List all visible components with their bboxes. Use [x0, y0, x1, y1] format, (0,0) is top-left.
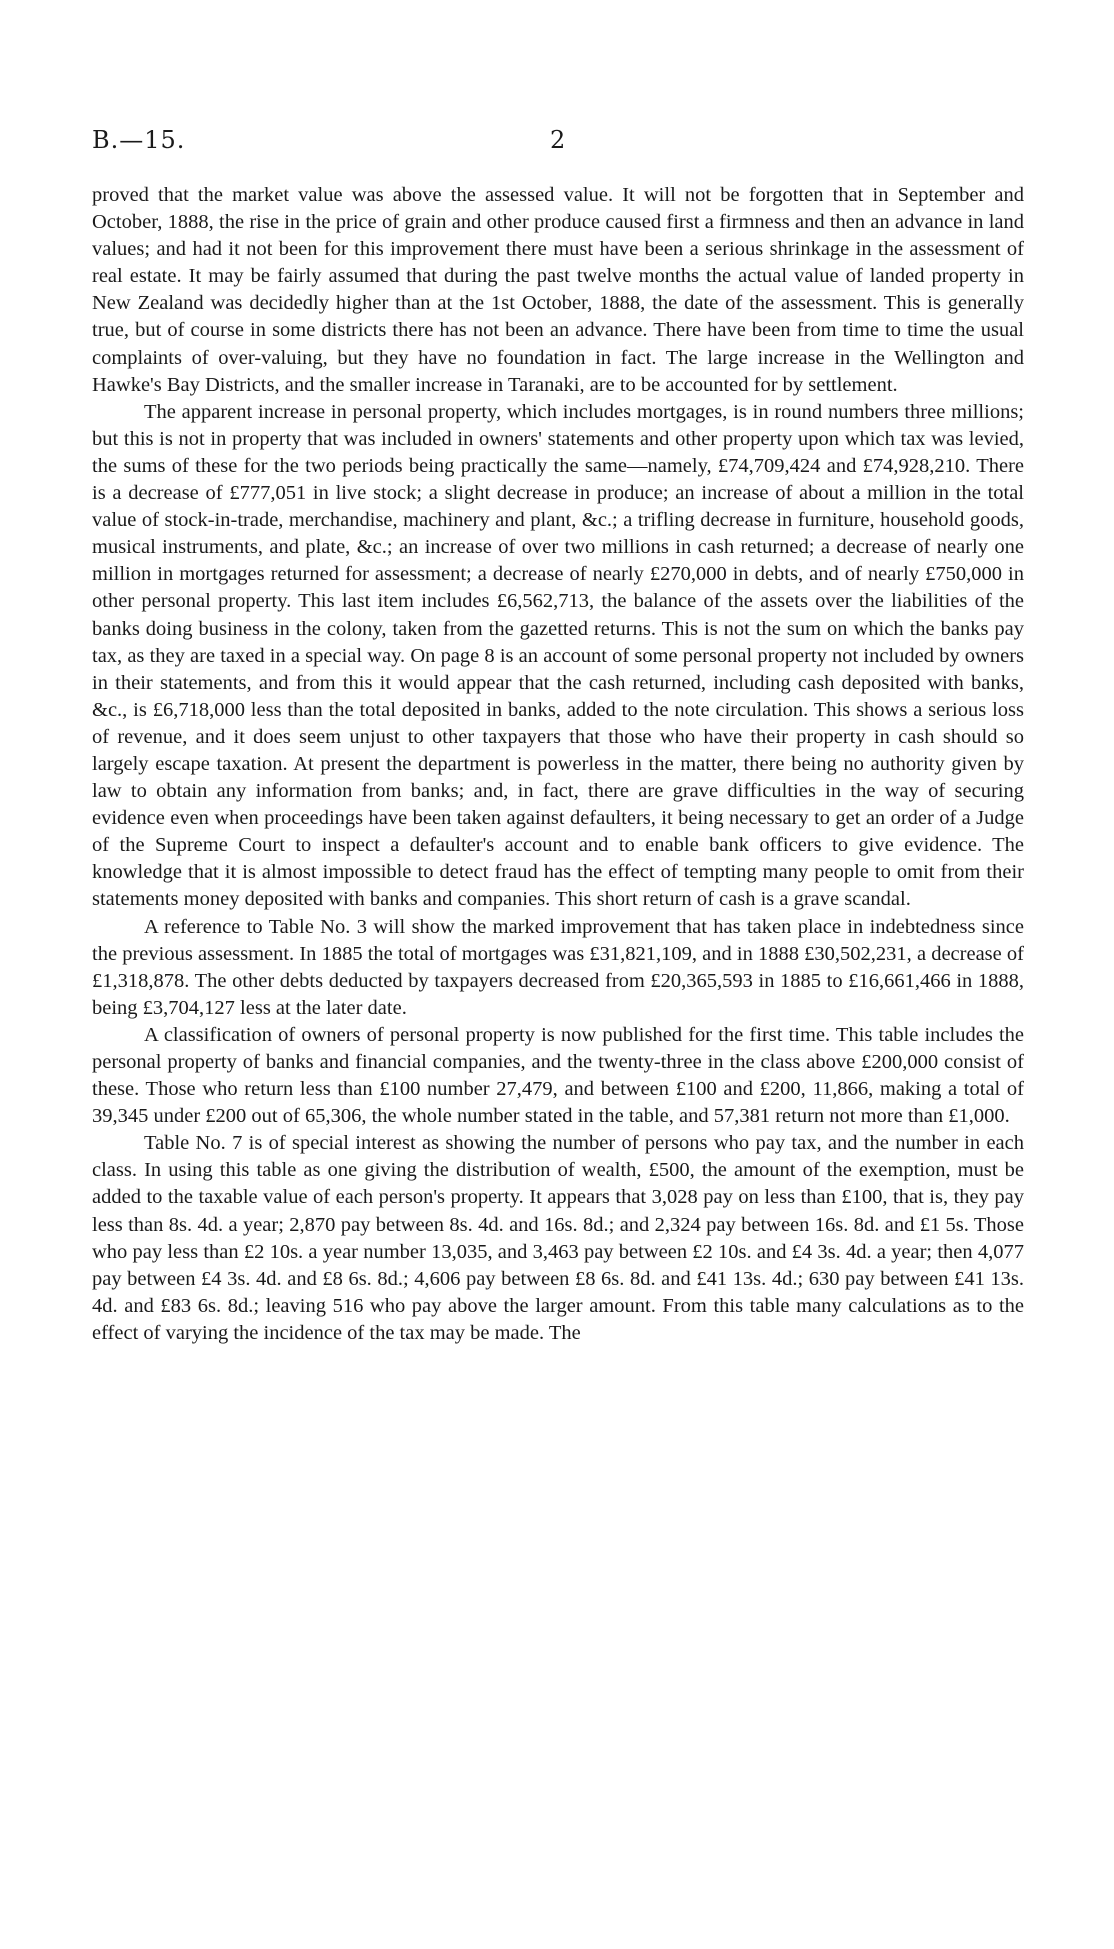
document-reference: B.—15.: [92, 126, 186, 154]
paragraph-continued: proved that the market value was above the assessed value. It will not be forgotten that in September and October, 1888, the rise in the price of grain and other produce caused first a firmness and then an advance in land values; and had it not been for this improvement there must have been a serious shrinkage in the assessment of real estate. It may be fairly assumed that during the past twelve months the actual value of landed property in New Zealand was decidedly higher than at the 1st October, 1888, the date of the assessment. This is generally true, but of course in some districts there has not been an advance. There have been from time to time the usual complaints of over-valuing, but they have no foundation in fact. The large increase in the Wellington and Hawke's Bay Districts, and the smaller increase in Taranaki, are to be accounted for by settlement.: [92, 184, 1024, 396]
body-text: [92, 182, 1024, 1347]
paragraph-personal-property: The apparent increase in personal property, which includes mortgages, is in round numbers three millions; but this is not in property that was included in owners' statements and other property upon which tax was levied, the sums of these for the two periods being practically the same—namely, £74,709,424 and £74,928,210. There is a decrease of £777,051 in live stock; a slight decrease in produce; an increase of about a million in the total value of stock-in-trade, merchandise, machinery and plant, &c.; a trifling decrease in furniture, household goods, musical instruments, and plate, &c.; an increase of over two millions in cash returned; a decrease of nearly one million in mortgages returned for assessment; a decrease of nearly £270,000 in debts, and of nearly £750,000 in other personal property. This last item includes £6,562,713, the balance of the assets over the liabilities of the banks doing business in the colony, taken from the gazetted returns. This is not the sum on which the banks pay tax, as they are taxed in a special way. On page 8 is an account of some personal property not included by owners in their statements, and from this it would appear that the cash returned, including cash deposited with banks, &c., is £6,718,000 less than the total deposited in banks, added to the note circulation. This shows a serious loss of revenue, and it does seem unjust to other taxpayers that those who have their property in cash should so largely escape taxation. At present the department is powerless in the matter, there being no authority given by law to obtain any information from banks; and, in fact, there are grave difficulties in the way of securing evidence even when proceedings have been taken against defaulters, it being necessary to get an order of a Judge of the Supreme Court to inspect a defaulter's account and to enable bank officers to give evidence. The knowledge that it is almost impossible to detect fraud has the effect of tempting many people to omit from their statements money deposited with banks and companies. This short return of cash is a grave scandal.: [92, 400, 1024, 911]
paragraph-classification: A classification of owners of personal property is now published for the first time. This table includes the personal property of banks and financial companies, and the twenty-three in the class above £200,000 consist of these. Those who return less than £100 number 27,479, and between £100 and £200, 11,866, making a total of 39,345 under £200 out of 65,306, the whole number stated in the table, and 57,381 return not more than £1,000.: [92, 1023, 1024, 1128]
page-header: [92, 126, 1022, 166]
paragraph-indebtedness: A reference to Table No. 3 will show the marked improvement that has taken place in indebtedness since the previous assessment. In 1885 the total of mortgages was £31,821,109, and in 1888 £30,502,231, a decrease of £1,318,878. The other debts deducted by taxpayers decreased from £20,365,593 in 1885 to £16,661,466 in 1888, being £3,704,127 less at the later date.: [92, 915, 1024, 1019]
paragraph-table-7: Table No. 7 is of special interest as showing the number of persons who pay tax, and the number in each class. In using this table as one giving the distribution of wealth, £500, the amount of the exemption, must be added to the taxable value of each person's property. It appears that 3,028 pay on less than £100, that is, they pay less than 8s. 4d. a year; 2,870 pay between 8s. 4d. and 16s. 8d.; and 2,324 pay between 16s. 8d. and £1 5s. Those who pay less than £2 10s. a year number 13,035, and 3,463 pay between £2 10s. and £4 3s. 4d. a year; then 4,077 pay between £4 3s. 4d. and £8 6s. 8d.; 4,606 pay between £8 6s. 8d. and £41 13s. 4d.; 630 pay between £41 13s. 4d. and £83 6s. 8d.; leaving 516 who pay above the larger amount. From this table many calculations as to the effect of varying the incidence of the tax may be made. The: [92, 1132, 1024, 1344]
page-number: 2: [550, 126, 566, 154]
